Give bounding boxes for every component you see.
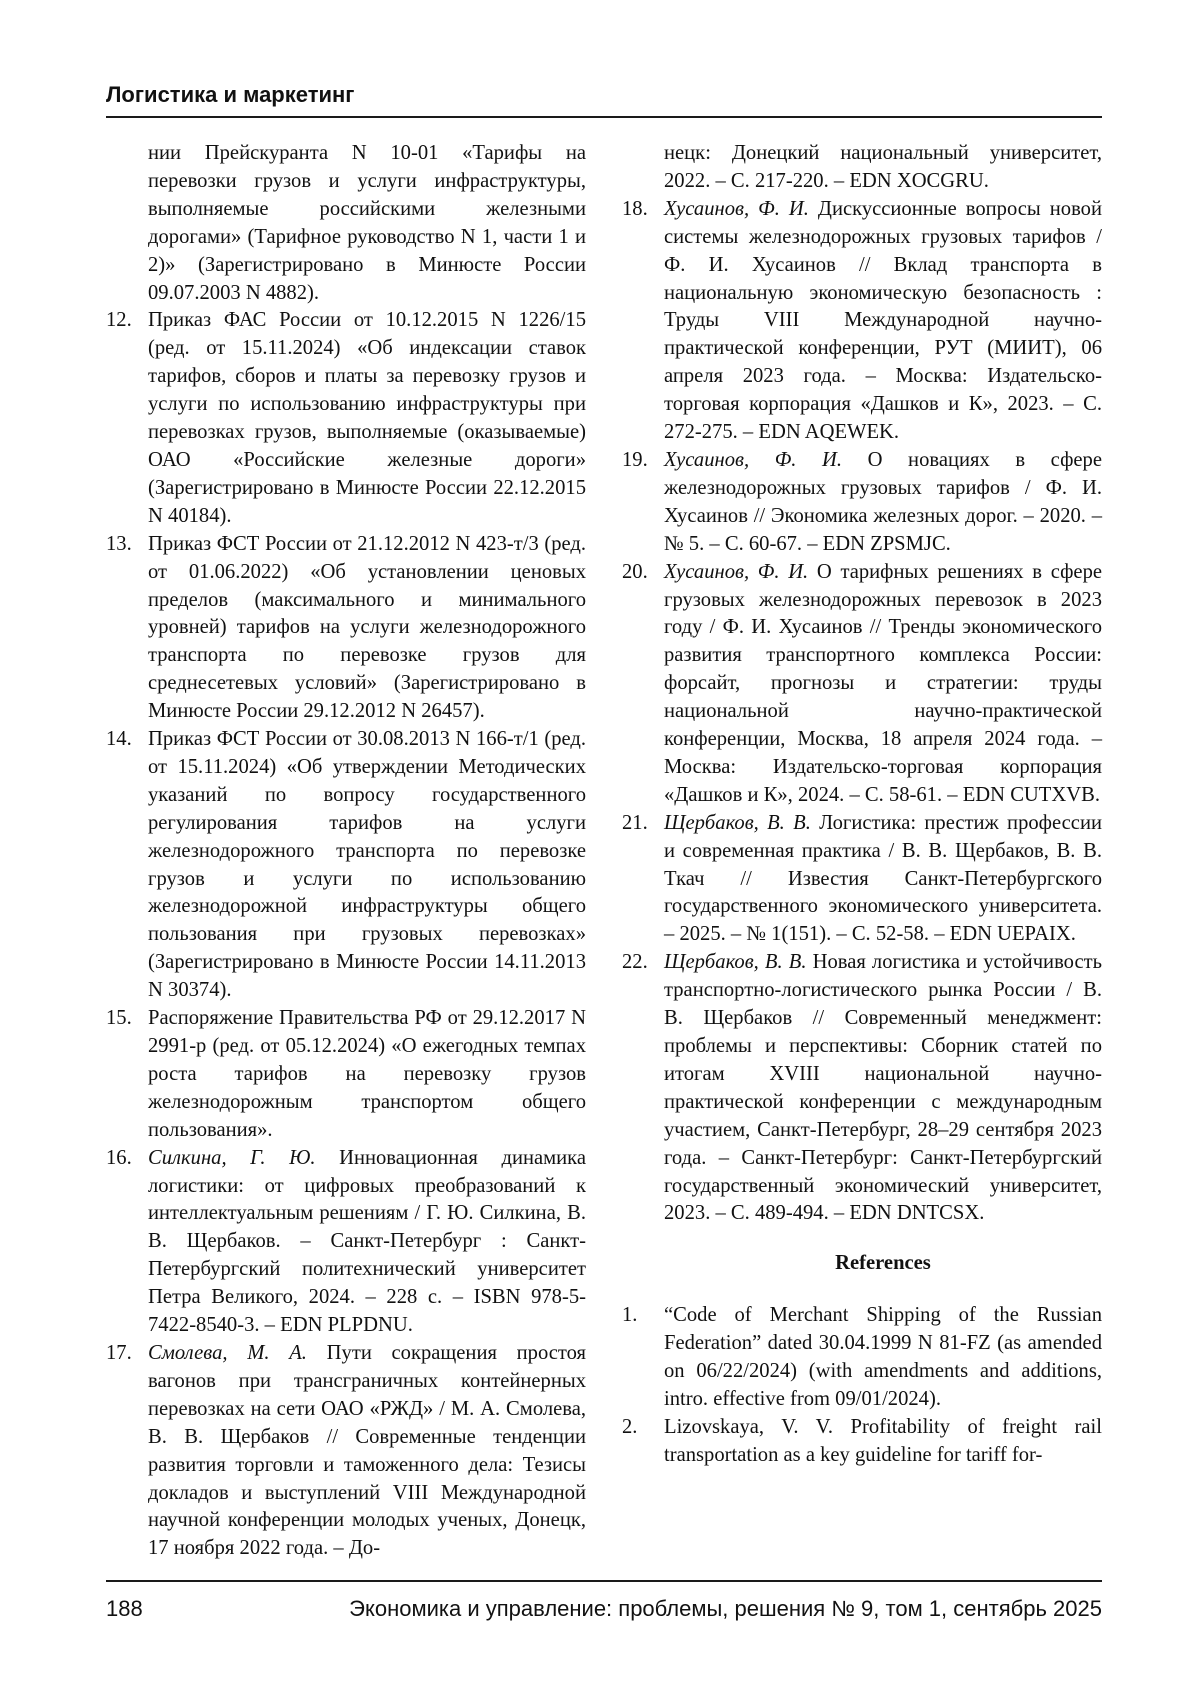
reference-author: Смолева, М. А. [148,1341,307,1364]
reference-number: 16. [106,1146,132,1169]
reference-text: нецк: Донецкий национальный университет, 2022. – С. 217-220. – EDN XOCGRU. [664,142,1102,192]
reference-item [622,1302,1102,1414]
reference-continuation [106,140,586,307]
reference-item [106,531,586,726]
left-column [106,140,586,1563]
reference-author: Хусаинов, Ф. И. [664,197,809,220]
reference-number: 12. [106,309,132,332]
reference-text: О тарифных решениях в сфере грузовых железнодорожных перевозок в 2023 году / Ф. И. Хусаинов // Тренды экономического развития транспортного комплекса России: форсайт, прогнозы и стратегии: труды национальной научно-практической конференции, Москва, 18 апреля 2024 года. – Москва: Издательско-торговая корпорация «Дашков и К», 2024. – С. 58-61. – EDN CUTXVB. [664,560,1103,806]
reference-number: 17. [106,1341,132,1364]
reference-text: Приказ ФАС России от 10.12.2015 N 1226/15 (ред. от 15.11.2024) «Об индексации ставок тарифов, сборов и платы за перевозку грузов и услуги по использованию инфраструктуры при перевозках грузов, выполняемые (оказываемые) ОАО «Российские железные дороги» (Зарегистрировано в Минюсте России 22.12.2015 N 40184). [148,309,586,527]
reference-continuation [622,140,1102,196]
reference-item [622,559,1102,810]
reference-number: 20. [622,560,648,583]
reference-item [622,810,1102,950]
reference-item [106,307,586,530]
reference-item [106,1005,586,1145]
reference-text: нии Прейскуранта N 10-01 «Тарифы на перевозки грузов и услуги инфраструктуры, выполняемые российскими железными дорогами» (Тарифное руководство N 1, части 1 и 2)» (Зарегистрировано в Минюсте России 09.07.2003 N 4882). [148,142,586,304]
reference-text: “Code of Merchant Shipping of the Russian Federation” dated 30.04.1999 N 81-FZ (as amended on 06/22/2024) (with amendments and additions, intro. effective from 09/01/2024). [664,1304,1102,1410]
page-number: 188 [106,1596,143,1621]
reference-item [622,1414,1102,1470]
reference-author: Щербаков, В. В. [664,811,811,834]
reference-text: Lizovskaya, V. V. Profitability of freight rail transportation as a key guideline for tariff for- [664,1415,1102,1466]
reference-item [106,1145,586,1340]
reference-text: Приказ ФСТ России от 21.12.2012 N 423-т/3 (ред. от 01.06.2022) «Об установлении ценовых пределов (максимального и минимального уровней) тарифов на услуги железнодорожного транспорта по перевозке грузов для среднесетевых условий» (Зарегистрировано в Минюсте России 29.12.2012 N 26457). [148,532,586,723]
right-column [622,140,1102,1470]
section-title: Логистика и маркетинг [106,82,355,107]
reference-item [622,949,1102,1228]
reference-text: Распоряжение Правительства РФ от 29.12.2017 N 2991-р (ред. от 05.12.2024) «О ежегодных темпах роста тарифов на перевозку грузов железнодорожным транспортом общего пользования». [148,1007,586,1141]
references-heading: References [835,1252,931,1275]
reference-text: О новациях в сфере железнодорожных грузовых тарифов / Ф. И. Хусаинов // Экономика железных дорог. – 2020. – № 5. – С. 60-67. – EDN ZPSMJC. [664,448,1102,555]
reference-number: 22. [622,951,648,974]
reference-text: Логистика: престиж профессии и современная практика / В. В. Щербаков, В. В. Ткач // Известия Санкт-Петербургского государственного экономического университета. – 2025. – № 1(151). – С. 52-58. – EDN UEPAIX. [664,811,1102,946]
reference-number: 2. [622,1415,638,1438]
reference-author: Силкина, Г. Ю. [148,1146,316,1169]
reference-number: 19. [622,448,648,471]
reference-item [622,447,1102,559]
reference-text: Приказ ФСТ России от 30.08.2013 N 166-т/1 (ред. от 15.11.2024) «Об утверждении Методических указаний по вопросу государственного регулирования тарифов на услуги железнодорожного транспорта по перевозке грузов и услуги по использованию железнодорожной инфраструктуры общего пользования при грузовых перевозках» (Зарегистрировано в Минюсте России 14.11.2013 N 30374). [148,728,586,1002]
reference-text: Дискуссионные вопросы новой системы железнодорожных грузовых тарифов / Ф. И. Хусаинов // Вклад транспорта в национальную экономическую безопасность : Труды VIII Международной научно-практической конференции, РУТ (МИИТ), 06 апреля 2023 года. – Москва: Издательско-торговая корпорация «Дашков и К», 2023. – С. 272-275. – EDN AQEWEK. [664,197,1102,444]
reference-number: 15. [106,1007,132,1030]
reference-text: Инновационная динамика логистики: от цифровых преобразований к интеллектуальным решениям / Г. Ю. Силкина, В. В. Щербаков. – Санкт-Петербург : Санкт-Петербургский политехнический университет Петра Великого, 2024. – 228 с. – ISBN 978-5-7422-8540-3. – EDN PLPDNU. [148,1146,587,1337]
reference-number: 13. [106,532,132,555]
reference-text: Пути сокращения простоя вагонов при трансграничных контейнерных перевозках на сети ОАО «РЖД» / М. А. Смолева, В. В. Щербаков // Современные тенденции развития торговли и таможенного дела: Тезисы докладов и выступлений VIII Международной научной конференции молодых ученых, Донецк, 17 ноября 2022 года. – До- [148,1341,587,1560]
reference-item [106,726,586,1005]
reference-author: Хусаинов, Ф. И. [664,560,809,583]
reference-text: Новая логистика и устойчивость транспортно-логистического рынка России / В. В. Щербаков // Современный менеджмент: проблемы и перспективы: Сборник статей по итогам XVIII национальной научно-практической конференции с международным участием, Санкт-Петербург, 28–29 сентября 2023 года. – Санкт-Петербург: Санкт-Петербургский государственный экономический университет, 2023. – С. 489-494. – EDN DNTCSX. [664,951,1102,1225]
reference-author: Хусаинов, Ф. И. [664,448,843,471]
reference-number: 21. [622,811,648,834]
reference-number: 14. [106,728,132,751]
reference-number: 1. [622,1304,638,1327]
reference-number: 18. [622,197,648,220]
page-footer [106,1580,1102,1622]
journal-title: Экономика и управление: проблемы, решения № 9, том 1, сентябрь 2025 [349,1596,1102,1621]
reference-item [106,1340,586,1563]
reference-author: Щербаков, В. В. [664,951,807,974]
running-header [106,82,1102,118]
reference-item [622,196,1102,447]
